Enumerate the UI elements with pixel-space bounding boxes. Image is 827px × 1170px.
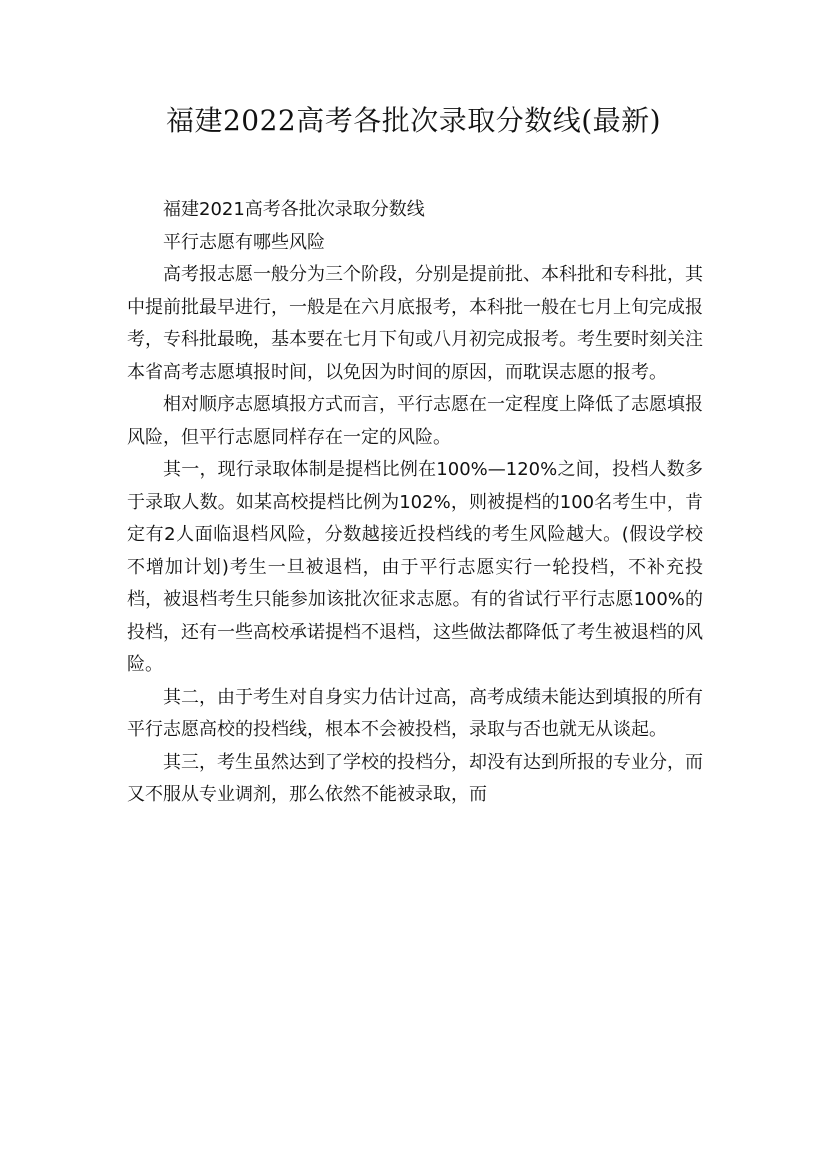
document-body [127,194,703,812]
paragraph-subtitle-risks: 平行志愿有哪些风险 [163,231,325,253]
document-title: 福建2022高考各批次录取分数线(最新) [165,104,662,137]
paragraph-risk-one: 其一，现行录取体制是提档比例在100%—120%之间，投档人数多于录取人数。如某高校提档比例为102%，则被提档的100名考生中，肯定有2人面临退档风险，分数越接近投档线的考生风险越大。(假设学校不增加计划)考生一旦被退档，由于平行志愿实行一轮投档，不补充投档，被退档考生只能参加该批次征求志愿。有的省试行平行志愿100%的投档，还有一些高校承诺提档不退档，这些做法都降低了考生被退档的风险。 [127,459,703,675]
paragraph-subtitle-scores: 福建2021高考各批次录取分数线 [163,199,425,220]
paragraph-risk-three: 其三，考生虽然达到了学校的投档分，却没有达到所报的专业分，而又不服从专业调剂，那么依然不能被录取，而 [127,751,703,805]
paragraph-risk-two: 其二，由于考生对自身实力估计过高，高考成绩未能达到填报的所有平行志愿高校的投档线，根本不会被投档，录取与否也就无从谈起。 [127,686,703,740]
paragraph-parallel-risk-intro: 相对顺序志愿填报方式而言，平行志愿在一定程度上降低了志愿填报风险，但平行志愿同样存在一定的风险。 [127,394,703,448]
paragraph-stages: 高考报志愿一般分为三个阶段，分别是提前批、本科批和专科批，其中提前批最早进行，一般是在六月底报考，本科批一般在七月上旬完成报考，专科批最晚，基本要在七月下旬或八月初完成报考。考生要时刻关注本省高考志愿填报时间，以免因为时间的原因，而耽误志愿的报考。 [127,264,703,383]
